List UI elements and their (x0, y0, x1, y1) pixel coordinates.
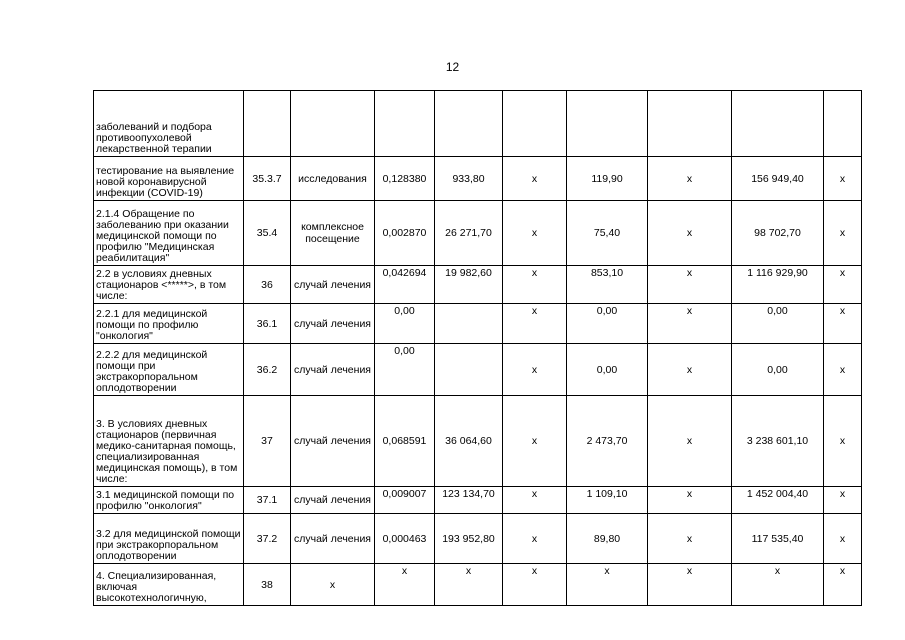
table-row (94, 487, 862, 514)
cell-value: 123 134,70 (435, 487, 503, 514)
cell-value: 0,002870 (375, 201, 435, 266)
cell-value: 19 982,60 (435, 266, 503, 304)
cell-value (435, 344, 503, 396)
cell-unit (291, 91, 375, 157)
cell-value: х (648, 487, 732, 514)
cell-value: 0,00 (375, 344, 435, 396)
cell-unit: исследования (291, 157, 375, 201)
cell-value: 36 064,60 (435, 396, 503, 487)
cell-value: 1 116 929,90 (732, 266, 824, 304)
cell-value: 1 109,10 (567, 487, 648, 514)
cell-value: 933,80 (435, 157, 503, 201)
cell-value: х (567, 564, 648, 606)
cell-value: х (824, 564, 862, 606)
cell-name: 4. Специализированная, включая высокотехнологичную, (94, 564, 244, 606)
cell-name: 3. В условиях дневных стационаров (первичная медико-санитарная помощь, специализированная медицинская помощь), в том числе: (94, 396, 244, 487)
cell-value (824, 91, 862, 157)
table-row (94, 201, 862, 266)
table-row (94, 91, 862, 157)
cell-code: 36.1 (244, 304, 291, 344)
cell-value: 193 952,80 (435, 514, 503, 564)
cell-value: 89,80 (567, 514, 648, 564)
cell-value: х (503, 157, 567, 201)
table-row (94, 396, 862, 487)
cell-code: 37.2 (244, 514, 291, 564)
cell-code: 37 (244, 396, 291, 487)
cell-code: 35.3.7 (244, 157, 291, 201)
cell-unit: случай лечения (291, 487, 375, 514)
cell-value: х (503, 564, 567, 606)
cell-code: 37.1 (244, 487, 291, 514)
cell-value: 0,00 (567, 344, 648, 396)
cell-value: х (648, 157, 732, 201)
cell-value: х (503, 266, 567, 304)
cell-value: х (503, 514, 567, 564)
cell-value: х (648, 396, 732, 487)
cell-unit: х (291, 564, 375, 606)
cell-value: х (648, 564, 732, 606)
table-row (94, 157, 862, 201)
cell-value: 117 535,40 (732, 514, 824, 564)
cell-value: х (503, 396, 567, 487)
cell-name: заболеваний и подбора противоопухолевой лекарственной терапии (94, 91, 244, 157)
cell-value: х (503, 304, 567, 344)
table-row (94, 514, 862, 564)
cell-value: х (503, 201, 567, 266)
cell-value: 0,009007 (375, 487, 435, 514)
cell-value: х (824, 157, 862, 201)
cell-code: 38 (244, 564, 291, 606)
cell-value (567, 91, 648, 157)
cell-value: 0,042694 (375, 266, 435, 304)
cell-value (648, 91, 732, 157)
cell-value: 0,00 (732, 344, 824, 396)
cell-name: 2.1.4 Обращение по заболеванию при оказании медицинской помощи по профилю "Медицинская реабилитация" (94, 201, 244, 266)
cell-value (375, 91, 435, 157)
cell-value: х (824, 514, 862, 564)
table-row (94, 266, 862, 304)
cell-code (244, 91, 291, 157)
cell-value: х (503, 344, 567, 396)
cell-value: х (648, 201, 732, 266)
cell-value: х (824, 344, 862, 396)
cell-unit: случай лечения (291, 514, 375, 564)
tariff-table (93, 90, 862, 606)
cell-value: х (824, 487, 862, 514)
cell-value (732, 91, 824, 157)
cell-name: 2.2.1 для медицинской помощи по профилю "онкология" (94, 304, 244, 344)
page-number: 12 (445, 60, 460, 74)
cell-value: х (824, 201, 862, 266)
cell-value: 0,00 (567, 304, 648, 344)
cell-unit: комплексное посещение (291, 201, 375, 266)
cell-unit: случай лечения (291, 396, 375, 487)
cell-value: 0,00 (375, 304, 435, 344)
cell-value: 75,40 (567, 201, 648, 266)
cell-value: х (648, 514, 732, 564)
cell-value (435, 304, 503, 344)
cell-value: 1 452 004,40 (732, 487, 824, 514)
cell-value: х (824, 304, 862, 344)
cell-value: х (435, 564, 503, 606)
cell-value: х (648, 304, 732, 344)
cell-value: 0,00 (732, 304, 824, 344)
table-row (94, 344, 862, 396)
cell-code: 35.4 (244, 201, 291, 266)
cell-name: 2.2 в условиях дневных стационаров <*****>, в том числе: (94, 266, 244, 304)
table-row (94, 564, 862, 606)
cell-unit: случай лечения (291, 304, 375, 344)
cell-value: 2 473,70 (567, 396, 648, 487)
cell-value: 98 702,70 (732, 201, 824, 266)
cell-value: 119,90 (567, 157, 648, 201)
cell-value (503, 91, 567, 157)
cell-name: тестирование на выявление новой коронавирусной инфекции (COVID-19) (94, 157, 244, 201)
cell-value: х (824, 266, 862, 304)
cell-name: 3.2 для медицинской помощи при экстракорпоральном оплодотворении (94, 514, 244, 564)
cell-name: 3.1 медицинской помощи по профилю "онкология" (94, 487, 244, 514)
cell-code: 36 (244, 266, 291, 304)
cell-value: х (648, 344, 732, 396)
cell-value: 853,10 (567, 266, 648, 304)
cell-value: 156 949,40 (732, 157, 824, 201)
cell-unit: случай лечения (291, 344, 375, 396)
table-row (94, 304, 862, 344)
cell-value: х (824, 396, 862, 487)
cell-value: х (503, 487, 567, 514)
cell-value: 3 238 601,10 (732, 396, 824, 487)
cell-value: 26 271,70 (435, 201, 503, 266)
cell-value (435, 91, 503, 157)
cell-value: 0,128380 (375, 157, 435, 201)
cell-value: х (648, 266, 732, 304)
cell-value: 0,000463 (375, 514, 435, 564)
cell-name: 2.2.2 для медицинской помощи при экстракорпоральном оплодотворении (94, 344, 244, 396)
cell-code: 36.2 (244, 344, 291, 396)
cell-value: х (375, 564, 435, 606)
cell-value: х (732, 564, 824, 606)
cell-value: 0,068591 (375, 396, 435, 487)
cell-unit: случай лечения (291, 266, 375, 304)
